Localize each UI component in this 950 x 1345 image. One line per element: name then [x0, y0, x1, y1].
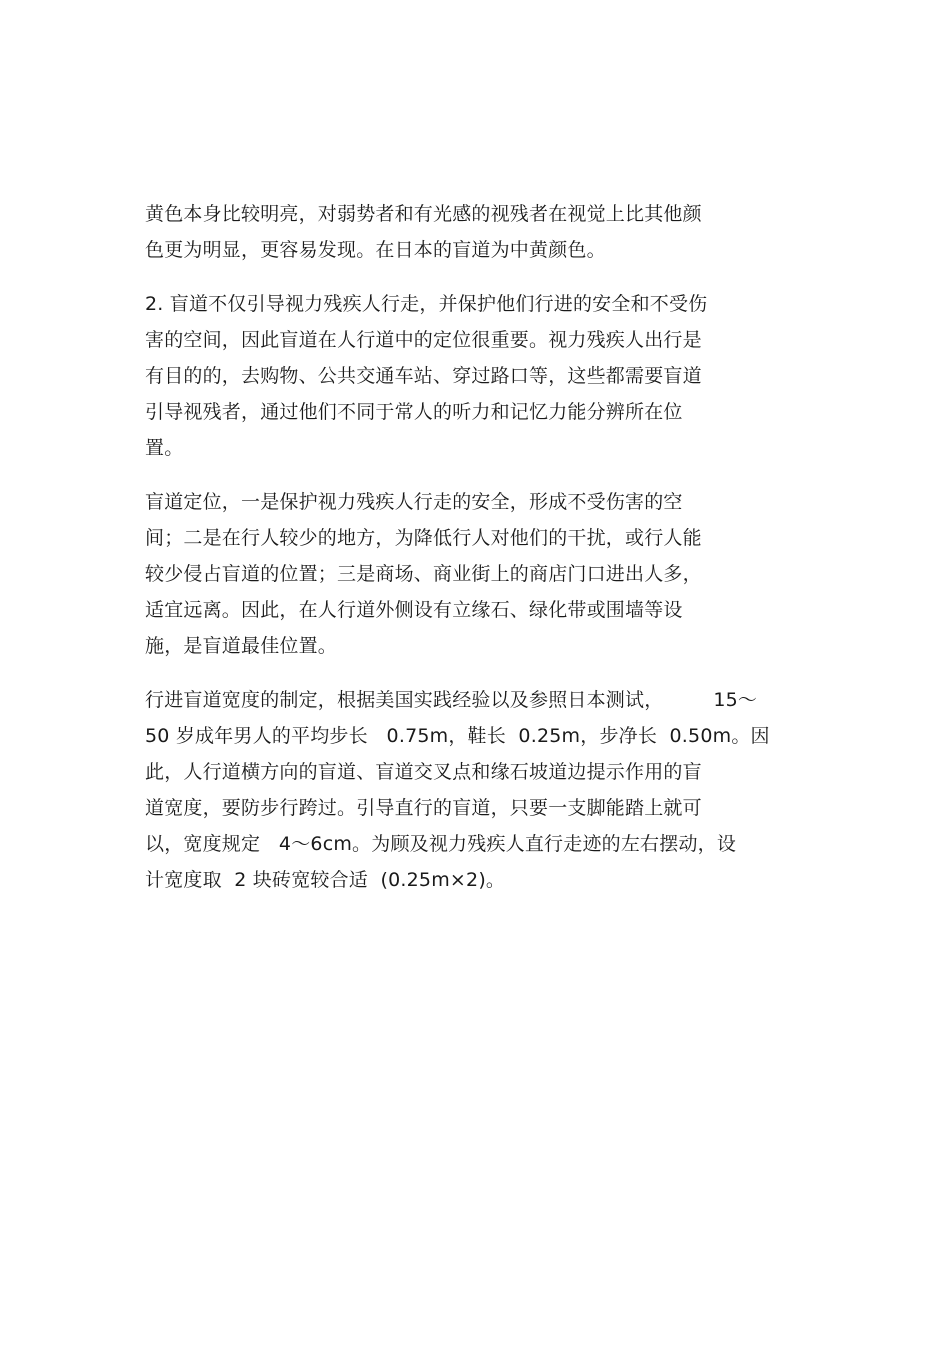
text-line: 有目的的，去购物、公共交通车站、穿过路口等，这些都需要盲道: [145, 365, 702, 387]
text-line: 2. 盲道不仅引导视力残疾人行走，并保护他们行进的安全和不受伤: [145, 293, 708, 315]
text-line: 以，宽度规定 4～6cm。为顾及视力残疾人直行走迹的左右摆动，设: [145, 833, 737, 855]
text-line: 此，人行道横方向的盲道、盲道交叉点和缘石坡道边提示作用的盲: [145, 761, 702, 783]
paragraph-guidance: [145, 286, 805, 466]
text-line: 害的空间，因此盲道在人行道中的定位很重要。视力残疾人出行是: [145, 329, 702, 351]
text-line: 黄色本身比较明亮，对弱势者和有光感的视残者在视觉上比其他颜: [145, 203, 702, 225]
paragraph-width: [145, 682, 805, 898]
text-line: 盲道定位，一是保护视力残疾人行走的安全，形成不受伤害的空: [145, 491, 683, 513]
text-line: 50 岁成年男人的平均步长 0.75m，鞋长 0.25m，步净长 0.50m。因: [145, 725, 770, 747]
text-line: 道宽度，要防步行跨过。引导直行的盲道，只要一支脚能踏上就可: [145, 797, 702, 819]
text-line: 适宜远离。因此，在人行道外侧设有立缘石、绿化带或围墙等设: [145, 599, 683, 621]
text-line: 引导视残者，通过他们不同于常人的听力和记忆力能分辨所在位: [145, 401, 683, 423]
text-line: 行进盲道宽度的制定，根据美国实践经验以及参照日本测试， 15～: [145, 689, 758, 711]
paragraph-yellow-color: [145, 196, 805, 268]
paragraph-positioning: [145, 484, 805, 664]
text-line: 色更为明显，更容易发现。在日本的盲道为中黄颜色。: [145, 239, 606, 261]
text-line: 间；二是在行人较少的地方，为降低行人对他们的干扰，或行人能: [145, 527, 702, 549]
document-body: [145, 196, 805, 916]
text-line: 施，是盲道最佳位置。: [145, 635, 338, 657]
text-line: 置。: [145, 437, 184, 459]
text-line: 计宽度取 2 块砖宽较合适 (0.25m×2)。: [145, 869, 506, 891]
text-line: 较少侵占盲道的位置；三是商场、商业街上的商店门口进出人多，: [145, 563, 702, 585]
